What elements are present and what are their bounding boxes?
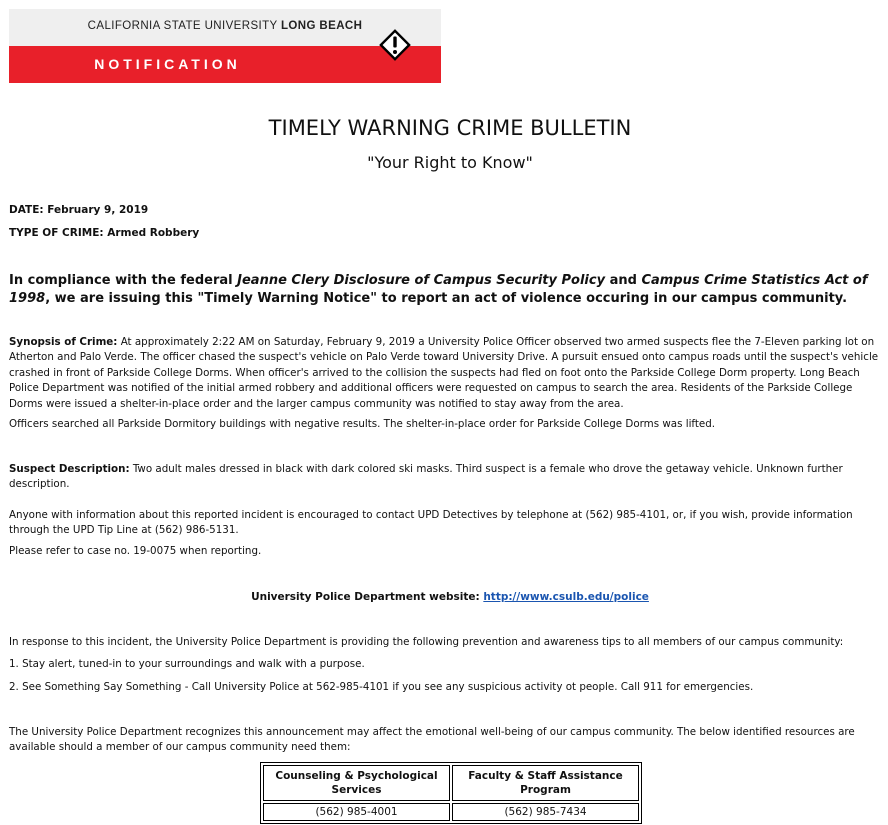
bulletin-title: TIMELY WARNING CRIME BULLETIN (268, 116, 632, 140)
synopsis-paragraph: Synopsis of Crime: At approximately 2:22 AM on Saturday, February 9, 2019 a University Police Officer observed two armed suspects flee the 7-Eleven parking lot on Atherton and Palo Verde. The officer chased the suspect's vehicle on Palo Verde toward University Drive. A pursuit ensued onto campus roads until the suspect's vehicle crashed in front of Parkside College Dorms. When officer's arrived to the collision the suspects had fled on foot onto the Parkside College Dorm property. Long Beach Police Department was notified of the initial armed robbery and additional officers were requested on campus to search the area. Residents of the Parkside College Dorms were issued a shelter-in-place order and the larger campus community was notified to stay away from the area. (9, 336, 879, 410)
university-name: CALIFORNIA STATE UNIVERSITY LONG BEACH (87, 20, 363, 32)
tip-item: 1. Stay alert, tuned-in to your surroundings and walk with a purpose. (9, 658, 365, 670)
synopsis-followup: Officers searched all Parkside Dormitory buildings with negative results. The shelter-in-place order for Parkside College Dorms was lifted. (9, 418, 716, 430)
tips-intro: In response to this incident, the University Police Department is providing the following prevention and awareness tips to all members of our campus community: (9, 636, 844, 648)
resource-name-faculty-staff: Faculty & Staff Assistance Program (452, 765, 639, 801)
resource-phone-faculty-staff: (562) 985-7434 (452, 803, 639, 821)
crime-type-line: TYPE OF CRIME: Armed Robbery (9, 227, 200, 239)
tip-item: 2. See Something Say Something - Call University Police at 562-985-4101 if you see any suspicious activity ot people. Call 911 for emergencies. (9, 681, 754, 693)
compliance-statement: In compliance with the federal Jeanne Clery Disclosure of Campus Security Policy and Campus Crime Statistics Act of 1998, we are issuing this "Timely Warning Notice" to report an act of violence occuring in our campus community. (9, 273, 868, 306)
website-line: University Police Department website: http://www.csulb.edu/police (251, 591, 649, 603)
suspect-description: Suspect Description: Two adult males dressed in black with dark colored ski masks. Third suspect is a female who drove the getaway vehicle. Unknown further description. (9, 463, 843, 491)
notification-label: NOTIFICATION (94, 56, 241, 72)
case-number-line: Please refer to case no. 19-0075 when reporting. (9, 545, 262, 557)
resource-name-counseling: Counseling & Psychological Services (263, 765, 450, 801)
date-line: DATE: February 9, 2019 (9, 204, 149, 216)
notification-banner (9, 9, 441, 83)
police-website-link[interactable]: http://www.csulb.edu/police (483, 591, 649, 603)
resources-table (260, 762, 642, 824)
contact-paragraph: Anyone with information about this reported incident is encouraged to contact UPD Detectives by telephone at (562) 985-4101, or, if you wish, provide information through the UPD Tip Line at (562) 986-5131. (9, 509, 853, 537)
resources-intro: The University Police Department recognizes this announcement may affect the emotional well-being of our campus community. The below identified resources are available should a member of our campus community need them: (9, 726, 855, 754)
bulletin-subtitle: "Your Right to Know" (367, 153, 533, 172)
warning-diamond-icon (377, 27, 413, 63)
resource-phone-counseling: (562) 985-4001 (263, 803, 450, 821)
